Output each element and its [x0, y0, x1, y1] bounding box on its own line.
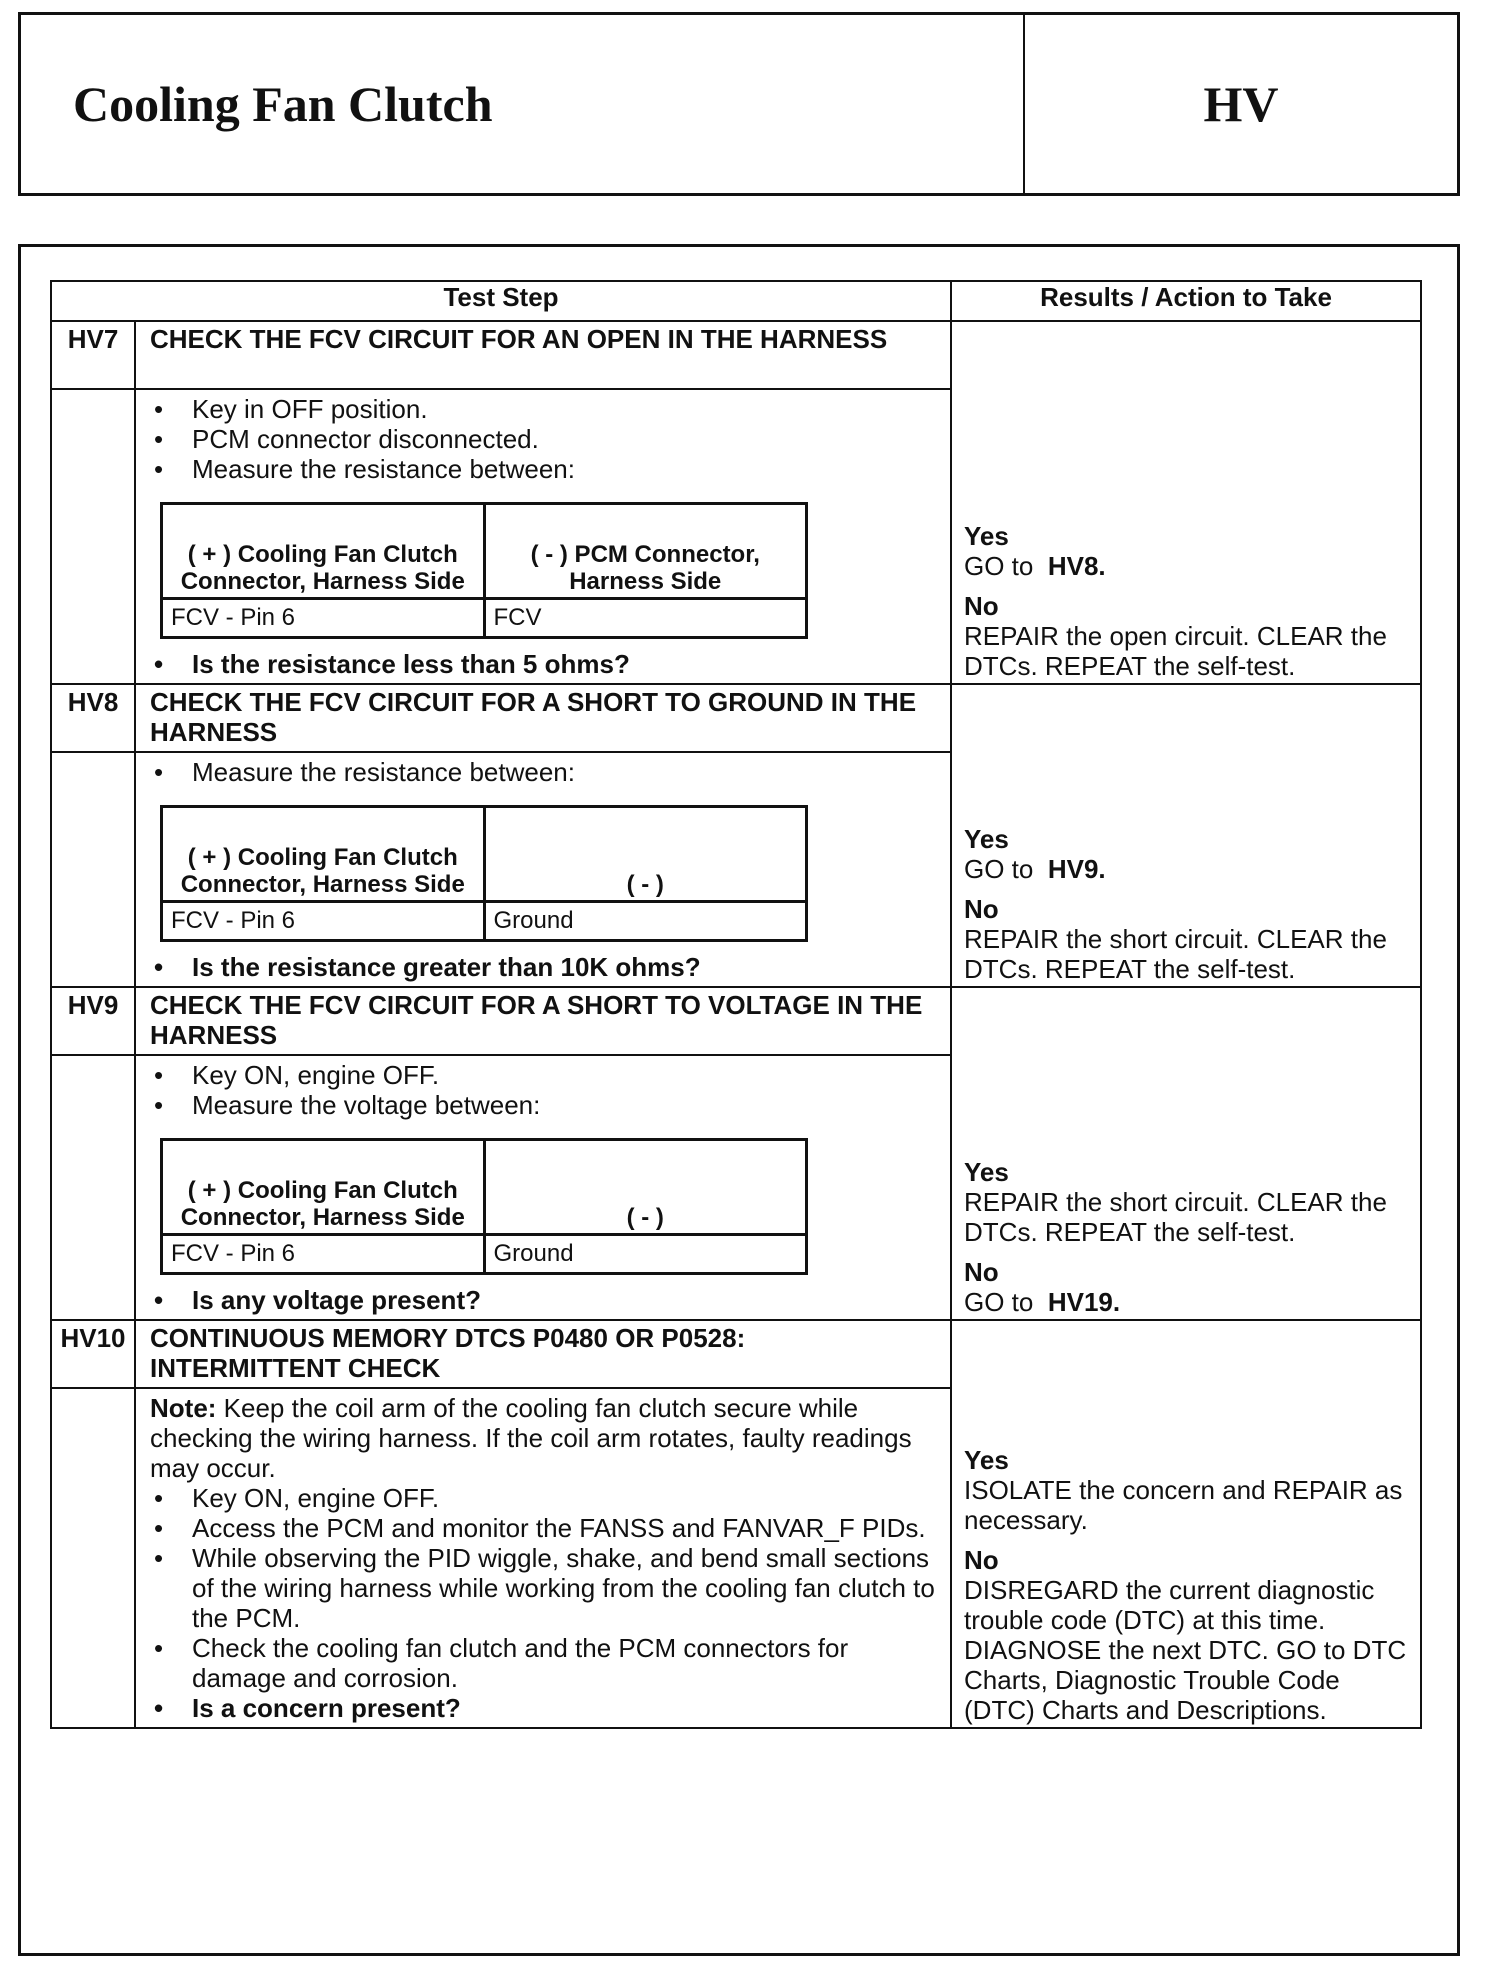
step-header-row [51, 987, 1421, 1055]
list-item: • Measure the resistance between: [150, 454, 940, 484]
table-header-row [51, 281, 1421, 321]
list-item: • Measure the resistance between: [150, 757, 940, 787]
measurement-cell: FCV - Pin 6 [162, 1235, 485, 1274]
step-id: HV9 [51, 987, 135, 1055]
no-label: No [964, 591, 999, 621]
no-text: REPAIR the open circuit. CLEAR the DTCs. REPEAT the self-test. [964, 621, 1387, 681]
step-id-blank [51, 1388, 135, 1728]
step-body [135, 1055, 951, 1320]
step-result [951, 987, 1421, 1320]
step-header-row [51, 321, 1421, 389]
section-code: HV [1203, 76, 1279, 132]
measurement-header-negative: ( - ) [484, 807, 807, 902]
step-question: • Is any voltage present? [150, 1285, 940, 1315]
no-label: No [964, 894, 999, 924]
page-header [18, 12, 1460, 196]
no-label: No [964, 1257, 999, 1287]
step-result [951, 321, 1421, 684]
step-id-blank [51, 1055, 135, 1320]
no-text: REPAIR the short circuit. CLEAR the DTCs. REPEAT the self-test. [964, 924, 1387, 984]
step-body [135, 1388, 951, 1728]
step-result [951, 684, 1421, 987]
note-label: Note: [150, 1393, 217, 1423]
measurement-header-positive: ( + ) Cooling Fan Clutch Connector, Harness Side [162, 504, 485, 599]
measurement-cell: FCV [484, 599, 807, 638]
page-title: Cooling Fan Clutch [21, 15, 1025, 193]
yes-text: GO to [964, 854, 1034, 884]
note-text: Keep the coil arm of the cooling fan clutch secure while checking the wiring harness. If the coil arm rotates, faulty readings may occur. [150, 1393, 912, 1483]
measurement-header-negative: ( - ) PCM Connector, Harness Side [484, 504, 807, 599]
yes-ref: HV9. [1047, 854, 1106, 884]
list-item: • Check the cooling fan clutch and the PCM connectors for damage and corrosion. [150, 1633, 940, 1693]
yes-text: REPAIR the short circuit. CLEAR the DTCs. REPEAT the self-test. [964, 1187, 1387, 1247]
step-header-row [51, 1320, 1421, 1388]
step-title: CHECK THE FCV CIRCUIT FOR A SHORT TO GROUND IN THE HARNESS [135, 684, 951, 752]
yes-text: GO to [964, 551, 1034, 581]
step-id-blank [51, 752, 135, 987]
no-ref: HV19. [1047, 1287, 1121, 1317]
measurement-cell: Ground [484, 902, 807, 941]
measurement-cell: Ground [484, 1235, 807, 1274]
step-question: • Is a concern present? [150, 1693, 940, 1723]
measurement-table [160, 502, 808, 639]
yes-label: Yes [964, 1157, 1009, 1187]
measurement-table [160, 805, 808, 942]
yes-ref: HV8. [1047, 551, 1106, 581]
measurement-cell: FCV - Pin 6 [162, 902, 485, 941]
yes-text: ISOLATE the concern and REPAIR as necessary. [964, 1475, 1403, 1535]
step-header-row [51, 684, 1421, 752]
measurement-header-positive: ( + ) Cooling Fan Clutch Connector, Harness Side [162, 1140, 485, 1235]
measurement-cell: FCV - Pin 6 [162, 599, 485, 638]
list-item: • Key ON, engine OFF. [150, 1060, 940, 1090]
yes-label: Yes [964, 824, 1009, 854]
list-item: • While observing the PID wiggle, shake, and bend small sections of the wiring harness while working from the cooling fan clutch to the PCM. [150, 1543, 940, 1633]
step-id: HV8 [51, 684, 135, 752]
list-item: • Access the PCM and monitor the FANSS and FANVAR_F PIDs. [150, 1513, 940, 1543]
list-item: • PCM connector disconnected. [150, 424, 940, 454]
step-question: • Is the resistance less than 5 ohms? [150, 649, 940, 679]
step-id-blank [51, 389, 135, 684]
step-body [135, 389, 951, 684]
step-id: HV7 [51, 321, 135, 389]
list-item: • Measure the voltage between: [150, 1090, 940, 1120]
step-title: CHECK THE FCV CIRCUIT FOR A SHORT TO VOLTAGE IN THE HARNESS [135, 987, 951, 1055]
col-header-results: Results / Action to Take [951, 281, 1421, 321]
no-text: GO to [964, 1287, 1034, 1317]
yes-label: Yes [964, 1445, 1009, 1475]
list-item: • Key ON, engine OFF. [150, 1483, 940, 1513]
step-question: • Is the resistance greater than 10K ohms? [150, 952, 940, 982]
measurement-table [160, 1138, 808, 1275]
diagnostic-table [50, 280, 1422, 1729]
measurement-header-negative: ( - ) [484, 1140, 807, 1235]
no-label: No [964, 1545, 999, 1575]
measurement-header-positive: ( + ) Cooling Fan Clutch Connector, Harness Side [162, 807, 485, 902]
step-note [150, 1393, 940, 1483]
step-body [135, 752, 951, 987]
yes-label: Yes [964, 521, 1009, 551]
step-result [951, 1320, 1421, 1728]
no-text: DISREGARD the current diagnostic trouble code (DTC) at this time. DIAGNOSE the next DTC. GO to DTC Charts, Diagnostic Trouble Code (DTC) Charts and Descriptions. [964, 1575, 1407, 1725]
step-title: CONTINUOUS MEMORY DTCS P0480 OR P0528: INTERMITTENT CHECK [135, 1320, 951, 1388]
step-id: HV10 [51, 1320, 135, 1388]
col-header-test-step: Test Step [51, 281, 951, 321]
step-title: CHECK THE FCV CIRCUIT FOR AN OPEN IN THE HARNESS [135, 321, 951, 389]
list-item: • Key in OFF position. [150, 394, 940, 424]
